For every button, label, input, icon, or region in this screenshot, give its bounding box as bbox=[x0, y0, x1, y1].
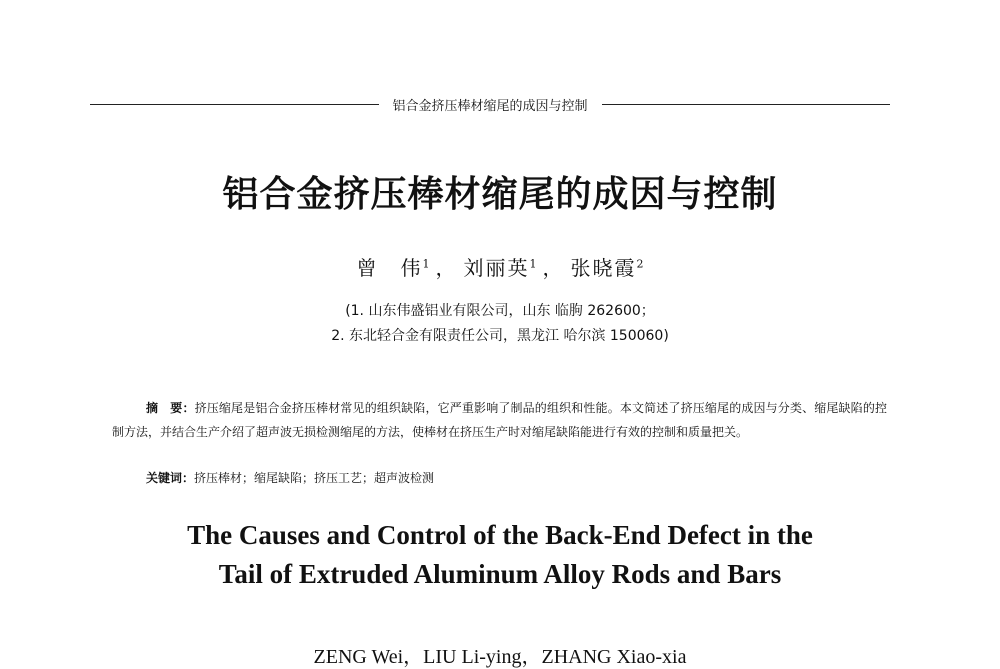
affiliation-1: (1. 山东伟盛铝业有限公司，山东 临朐 262600； bbox=[345, 303, 655, 319]
keywords-text: 挤压棒材；缩尾缺陷；挤压工艺；超声波检测 bbox=[194, 471, 435, 485]
title-english-line-2: Tail of Extruded Aluminum Alloy Rods and Bars bbox=[218, 559, 782, 589]
author-separator: ， bbox=[435, 256, 458, 280]
running-header bbox=[90, 92, 890, 116]
title-english-line-1: The Causes and Control of the Back-End Defect in the bbox=[187, 520, 813, 550]
keywords-label: 关键词： bbox=[146, 471, 195, 485]
keywords bbox=[146, 469, 886, 486]
affiliation-2: 2. 东北轻合金有限责任公司，黑龙江 哈尔滨 150060) bbox=[331, 328, 669, 344]
header-rule-right bbox=[602, 104, 891, 105]
author-1: 曾 伟$^1$ bbox=[356, 256, 430, 280]
authors-english: ZENG Wei，LIU Li-ying，ZHANG Xiao-xia bbox=[313, 646, 687, 668]
authors-chinese bbox=[0, 252, 1000, 281]
abstract-label: 摘 要： bbox=[146, 401, 195, 415]
header-rule-left bbox=[90, 104, 379, 105]
abstract-text: 挤压缩尾是铝合金挤压棒材常见的组织缺陷，它严重影响了制品的组织和性能。本文简述了挤压缩尾的成因与分类、缩尾缺陷的控制方法，并结合生产介绍了超声波无损检测缩尾的方法，使棒材在挤压生产时对缩尾缺陷能进行有效的控制和质量把关。 bbox=[112, 401, 887, 439]
abstract bbox=[112, 396, 887, 444]
author-3: 张晓霞$^2$ bbox=[570, 256, 644, 280]
running-header-text: 铝合金挤压棒材缩尾的成因与控制 bbox=[392, 98, 588, 114]
author-2: 刘丽英$^1$ bbox=[463, 256, 537, 280]
author-separator: ， bbox=[542, 256, 565, 280]
title-chinese: 铝合金挤压棒材缩尾的成因与控制 bbox=[222, 173, 778, 215]
